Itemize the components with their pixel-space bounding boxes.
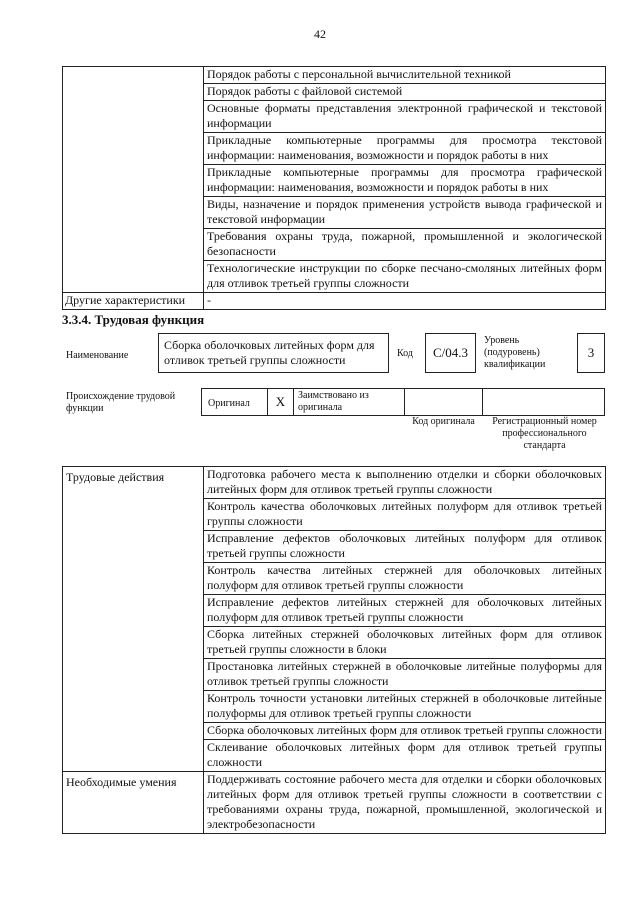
labor-action-item: Исправление дефектов литейных стержней для оболочковых литейных полуформ для отливок третьей группы сложности <box>204 595 606 627</box>
knowledge-item: Порядок работы с персональной вычислительной техникой <box>204 67 606 84</box>
knowledge-item: Прикладные компьютерные программы для просмотра графической информации: наименования, возможности и порядок работы в них <box>204 165 606 197</box>
borrowed-cell <box>293 388 405 416</box>
table-row <box>63 293 606 310</box>
qualification-level-box: 3 <box>577 333 605 373</box>
borrowed-label: Заимствовано из оригинала <box>298 390 369 413</box>
origin-group <box>201 388 605 416</box>
labor-actions-label: Трудовые действия <box>63 467 204 772</box>
original-mark: X <box>267 388 294 416</box>
function-name-box: Сборка оболочковых литейных форм для отливок третьей группы сложности <box>158 333 389 373</box>
labor-function-table <box>62 466 606 834</box>
labor-action-item: Контроль качества оболочковых литейных полуформ для отливок третьей группы сложности <box>204 499 606 531</box>
labor-action-item: Склеивание оболочковых литейных форм для отливок третьей группы сложности <box>204 740 606 772</box>
section-heading: 3.3.4. Трудовая функция <box>62 312 205 327</box>
knowledge-table <box>62 66 606 310</box>
original-code-cell <box>404 388 483 416</box>
labor-action-item: Исправление дефектов оболочковых литейных полуформ для отливок третьей группы сложности <box>204 531 606 563</box>
knowledge-item: Прикладные компьютерные программы для просмотра текстовой информации: наименования, возможности и порядок работы в них <box>204 133 606 165</box>
name-label: Наименование <box>66 350 129 361</box>
knowledge-item: Виды, назначение и порядок применения устройств вывода графической и текстовой информации <box>204 197 606 229</box>
labor-action-item: Подготовка рабочего места к выполнению отделки и сборки оболочковых литейных форм для отливок третьей группы сложности <box>204 467 606 499</box>
original-cell <box>201 388 268 416</box>
labor-action-item: Простановка литейных стержней в оболочковые литейные полуформы для отливок третьей группы сложности <box>204 659 606 691</box>
knowledge-item: Порядок работы с файловой системой <box>204 84 606 101</box>
code-label: Код <box>397 348 413 359</box>
labor-action-item: Контроль качества литейных стержней для оболочковых литейных полуформ для отливок третьей группы сложности <box>204 563 606 595</box>
knowledge-label-cell <box>63 67 204 293</box>
function-code-box: С/04.3 <box>425 333 476 373</box>
table-row <box>63 467 606 499</box>
labor-action-item: Контроль точности установки литейных стержней в оболочковые литейные полуформы для отливок третьей группы сложности <box>204 691 606 723</box>
registration-number-label: Регистрационный номер профессионального стандарта <box>492 416 597 451</box>
labor-action-item: Сборка оболочковых литейных форм для отливок третьей группы сложности <box>204 723 606 740</box>
other-characteristics-label: Другие характеристики <box>63 293 204 310</box>
original-label: Оригинал <box>208 398 250 409</box>
page-number: 42 <box>314 27 326 41</box>
table-row <box>63 772 606 834</box>
knowledge-item: Требования охраны труда, пожарной, промышленной и экологической безопасности <box>204 229 606 261</box>
registration-number-cell <box>482 388 605 416</box>
labor-action-item: Сборка литейных стержней оболочковых литейных форм для отливок третьей группы сложности в блоки <box>204 627 606 659</box>
origin-label: Происхождение трудовой функции <box>66 391 176 414</box>
table-row <box>63 67 606 84</box>
required-skill-item: Поддерживать состояние рабочего места для отделки и сборки оболочковых литейных форм для отливок третьей группы сложности в соответствии с требованиями охраны труда, пожарной, промышленной, экологической и электробезопасности <box>204 772 606 834</box>
qualification-level-label: Уровень (подуровень) квалификации <box>484 335 546 370</box>
original-code-label: Код оригинала <box>412 416 475 427</box>
knowledge-item: Технологические инструкции по сборке песчано-смоляных литейных форм для отливок третьей группы сложности <box>204 261 606 293</box>
required-skills-label: Необходимые умения <box>63 772 204 834</box>
other-characteristics-value: - <box>204 293 606 310</box>
knowledge-item: Основные форматы представления электронной графической и текстовой информации <box>204 101 606 133</box>
